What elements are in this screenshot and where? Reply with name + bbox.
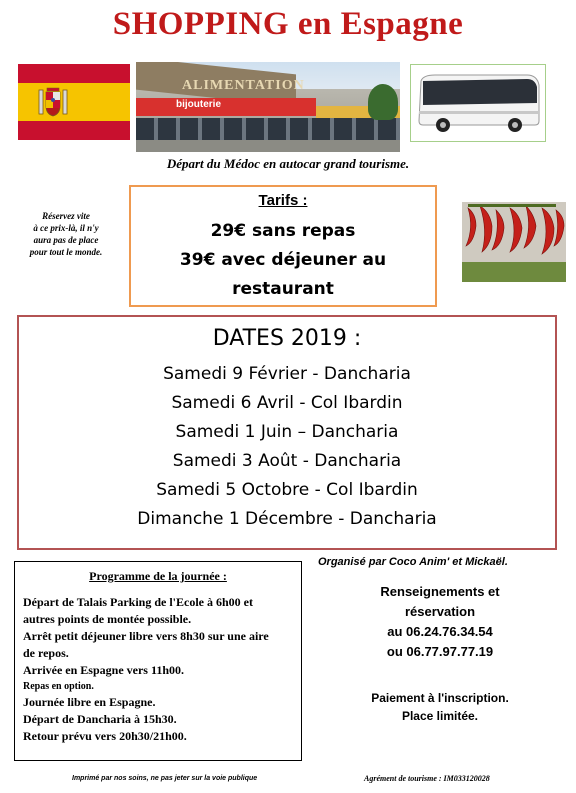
organiser-credit: Organisé par Coco Anim' et Mickaël. bbox=[318, 556, 508, 568]
phone-number: au 06.24.76.34.54 bbox=[387, 624, 493, 639]
contact-info bbox=[340, 582, 540, 662]
date-item: Samedi 6 Avril - Col Ibardin bbox=[171, 393, 403, 413]
programme-line: Repas en option. bbox=[23, 681, 94, 692]
programme-line: Arrivée en Espagne vers 11h00. bbox=[23, 663, 184, 677]
programme-line: Départ de Dancharia à 15h30. bbox=[23, 712, 177, 726]
payment-line: Place limitée. bbox=[401, 709, 479, 723]
programme-line: de repos. bbox=[23, 646, 69, 660]
programme-line: autres points de montée possible. bbox=[23, 612, 192, 626]
dates-box bbox=[17, 315, 557, 550]
contact-line: réservation bbox=[404, 604, 476, 619]
tarif-line: restaurant bbox=[232, 279, 334, 299]
bus-icon bbox=[415, 73, 543, 135]
spain-flag-image bbox=[18, 64, 130, 140]
departure-subtitle: Départ du Médoc en autocar grand tourisme. bbox=[166, 156, 410, 171]
reserve-note-line: pour tout le monde. bbox=[29, 247, 103, 257]
phone-number: ou 06.77.97.77.19 bbox=[386, 644, 494, 659]
date-item: Samedi 3 Août - Dancharia bbox=[172, 451, 402, 471]
dates-heading: DATES 2019 : bbox=[212, 326, 362, 351]
page-title: SHOPPING en Espagne bbox=[112, 6, 464, 42]
reserve-note bbox=[10, 210, 122, 258]
tarifs-heading: Tarifs : bbox=[258, 192, 308, 209]
peppers-icon bbox=[462, 202, 566, 282]
shopping-center-photo bbox=[136, 62, 400, 152]
red-peppers-photo bbox=[462, 202, 566, 282]
tarif-line: 29€ sans repas bbox=[210, 221, 356, 241]
contact-line: Renseignements et bbox=[380, 584, 500, 599]
reserve-note-line: Réservez vite bbox=[42, 211, 90, 221]
tarifs-box bbox=[129, 185, 437, 307]
reserve-note-line: à ce prix-là, il n'y bbox=[33, 223, 99, 233]
footer-print-note: Imprimé par nos soins, ne pas jeter sur la voie publique bbox=[72, 775, 258, 782]
shop-sign-text: ALIMENTATION bbox=[182, 78, 305, 93]
payment-info bbox=[340, 689, 540, 725]
programme-line: Départ de Talais Parking de l'Ecole à 6h00 et bbox=[23, 595, 254, 609]
date-item: Samedi 5 Octobre - Col Ibardin bbox=[156, 480, 418, 500]
programme-line: Arrêt petit déjeuner libre vers 8h30 sur une aire bbox=[23, 629, 269, 643]
programme-line: Retour prévu vers 20h30/21h00. bbox=[23, 729, 187, 743]
coat-of-arms-icon bbox=[36, 84, 70, 120]
date-item: Dimanche 1 Décembre - Dancharia bbox=[137, 509, 437, 529]
programme-heading: Programme de la journée : bbox=[89, 569, 227, 583]
coach-bus-photo bbox=[410, 64, 546, 142]
programme-box bbox=[14, 561, 302, 761]
date-item: Samedi 1 Juin – Dancharia bbox=[175, 422, 399, 442]
tarif-line: 39€ avec déjeuner au bbox=[179, 250, 387, 270]
date-item: Samedi 9 Février - Dancharia bbox=[163, 364, 411, 384]
reserve-note-line: aura pas de place bbox=[33, 235, 99, 245]
footer-agrement: Agrément de tourisme : IM033120028 bbox=[364, 774, 490, 783]
shop-band-text: bijouterie bbox=[176, 99, 222, 110]
payment-line: Paiement à l'inscription. bbox=[371, 691, 509, 705]
programme-line: Journée libre en Espagne. bbox=[23, 695, 156, 709]
